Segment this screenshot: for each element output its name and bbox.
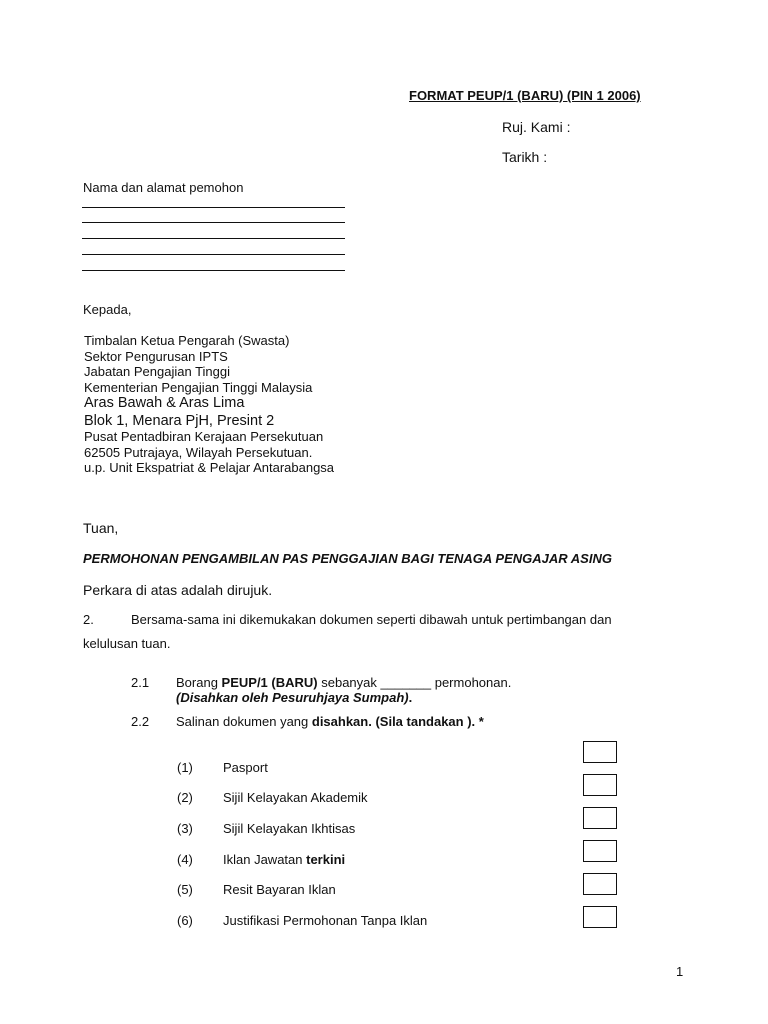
item-2-1-note-end: . — [408, 690, 413, 705]
item-2-1-prefix: Borang — [176, 675, 222, 690]
item-2-1-text — [176, 675, 511, 690]
applicant-address-line — [82, 222, 345, 223]
applicant-label: Nama dan alamat pemohon — [83, 180, 244, 195]
paragraph-2-line-2: kelulusan tuan. — [83, 636, 171, 651]
document-number: (1) — [177, 760, 193, 775]
recipient-line: Kementerian Pengajian Tinggi Malaysia — [84, 379, 313, 395]
document-label-emphasis: terkini — [306, 852, 346, 867]
recipient-line: Aras Bawah & Aras Lima — [84, 395, 245, 411]
recipient-address — [84, 333, 334, 476]
item-number: 2.1 — [131, 675, 150, 690]
applicant-address-line — [82, 254, 345, 255]
applicant-address-line — [82, 207, 345, 208]
recipient-line: u.p. Unit Ekspatriat & Pelajar Antarabangsa — [84, 460, 335, 475]
checkbox-job-advertisement[interactable] — [583, 840, 617, 862]
document-label: Iklan Jawatan — [223, 852, 307, 867]
document-label: Pasport — [223, 760, 268, 775]
document-number: (4) — [177, 852, 193, 867]
applicant-address-line — [82, 238, 345, 239]
item-2-2-text — [176, 714, 484, 729]
document-number: (6) — [177, 913, 193, 928]
document-label: Justifikasi Permohonan Tanpa Iklan — [223, 913, 428, 928]
checkbox-pasport[interactable] — [583, 741, 617, 763]
reference-label: Ruj. Kami : — [502, 119, 571, 135]
recipient-line: Sektor Pengurusan IPTS — [84, 348, 228, 364]
paragraph-number: 2. — [83, 612, 94, 627]
reference-sentence: Perkara di atas adalah dirujuk. — [83, 582, 273, 598]
recipient-salutation: Kepada, — [83, 302, 132, 317]
recipient-line: 62505 Putrajaya, Wilayah Persekutuan. — [84, 444, 313, 460]
document-number: (2) — [177, 790, 193, 805]
paragraph-2-line-1: Bersama-sama ini dikemukakan dokumen seperti dibawah untuk pertimbangan dan — [131, 612, 612, 627]
applicant-address-line — [82, 270, 345, 271]
recipient-line: Blok 1, Menara PjH, Presint 2 — [84, 412, 275, 429]
checkbox-professional-certificate[interactable] — [583, 807, 617, 829]
document-label: Sijil Kelayakan Ikhtisas — [223, 821, 356, 836]
greeting: Tuan, — [83, 520, 119, 536]
recipient-line: Pusat Pentadbiran Kerajaan Persekutuan — [84, 429, 324, 444]
checkbox-advertisement-receipt[interactable] — [583, 873, 617, 895]
item-2-2-prefix: Salinan dokumen yang — [176, 714, 312, 729]
checkbox-academic-certificate[interactable] — [583, 774, 617, 796]
date-label: Tarikh : — [502, 149, 548, 165]
checkbox-no-advertisement-justification[interactable] — [583, 906, 617, 928]
item-2-1-note: (Disahkan oleh Pesuruhjaya Sumpah) — [176, 690, 409, 705]
document-label: Resit Bayaran Iklan — [223, 882, 336, 897]
item-2-2-emphasis: disahkan. (Sila tandakan ). * — [311, 714, 484, 729]
letter-subject: PERMOHONAN PENGAMBILAN PAS PENGGAJIAN BAGI TENAGA PENGAJAR ASING — [83, 551, 612, 566]
item-2-1-form-name: PEUP/1 (BARU) — [221, 675, 318, 690]
item-2-1-note-line — [176, 690, 412, 705]
page-number: 1 — [676, 964, 684, 979]
form-format-title: FORMAT PEUP/1 (BARU) (PIN 1 2006) — [409, 88, 641, 103]
document-label-line — [223, 852, 345, 867]
recipient-line: Timbalan Ketua Pengarah (Swasta) — [84, 333, 290, 348]
item-number: 2.2 — [131, 714, 150, 729]
document-label: Sijil Kelayakan Akademik — [223, 790, 368, 805]
document-number: (5) — [177, 882, 193, 897]
recipient-line: Jabatan Pengajian Tinggi — [84, 364, 231, 379]
document-number: (3) — [177, 821, 193, 836]
item-2-1-suffix: sebanyak _______ permohonan. — [317, 675, 512, 690]
